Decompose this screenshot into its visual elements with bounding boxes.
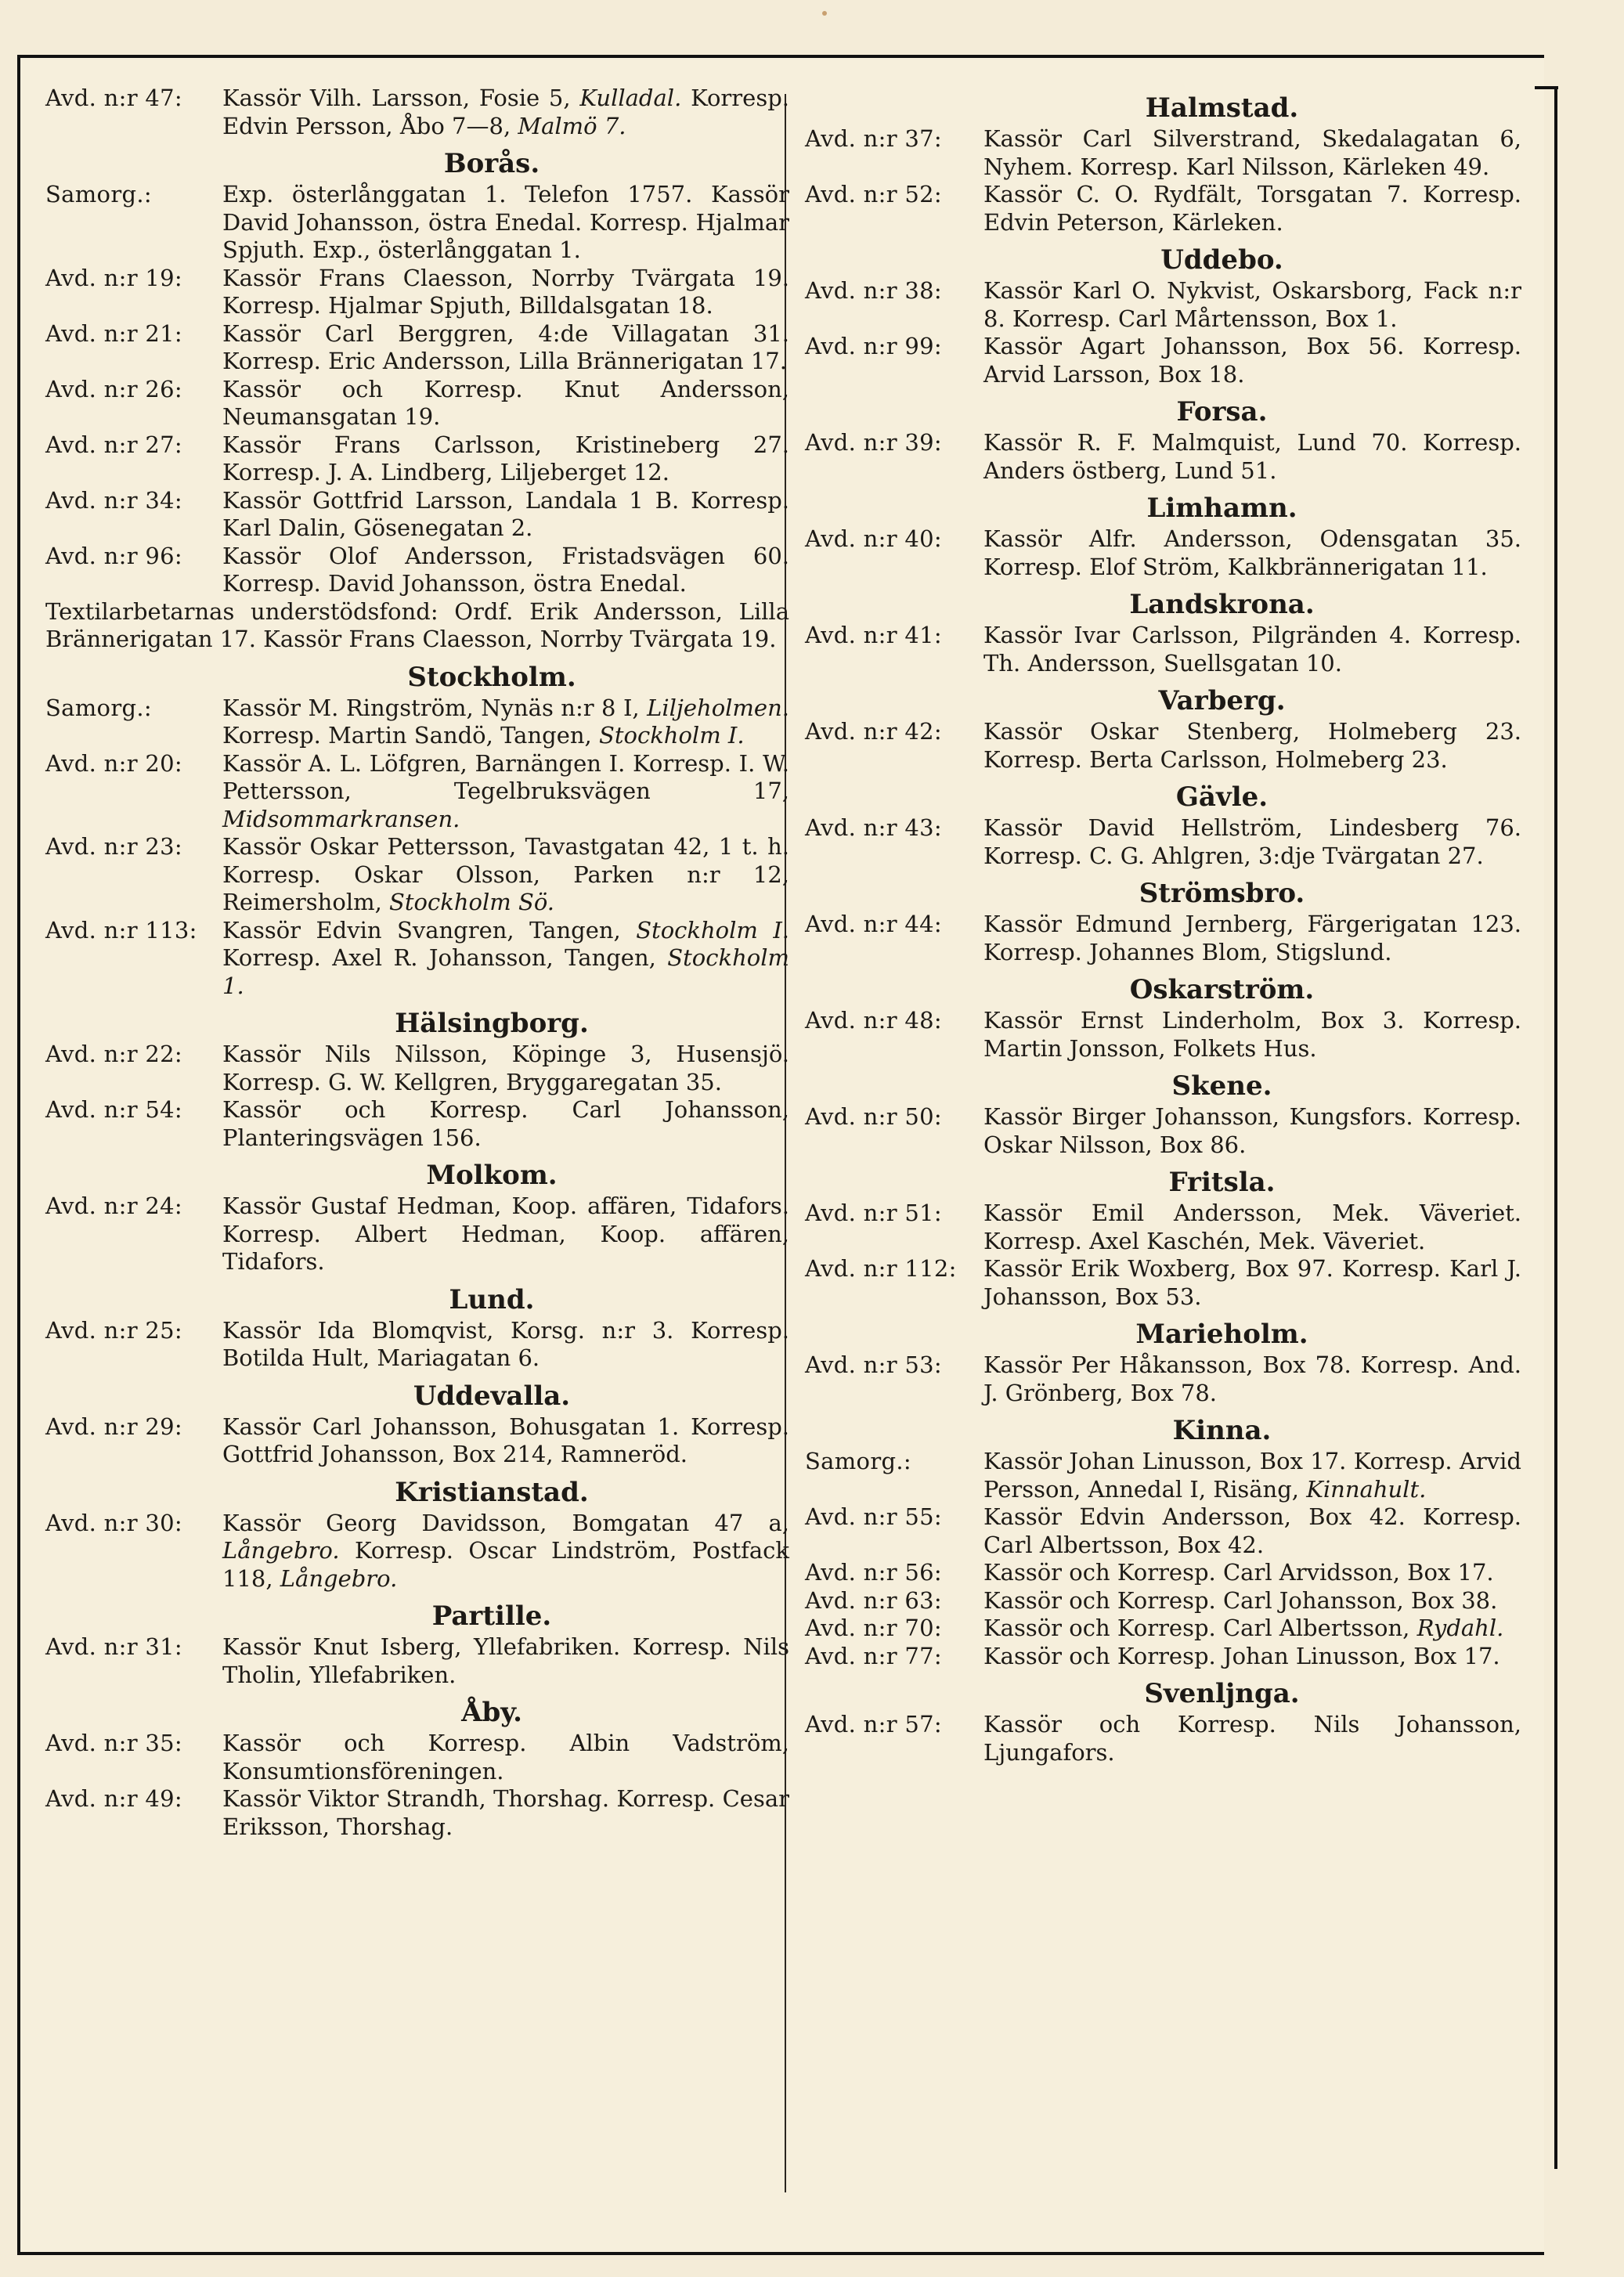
contact-text: Kassör Carl Silverstrand, Skedalagatan 6, Nyhem. Korresp. Karl Nilsson, Kärleken 49. bbox=[983, 125, 1521, 180]
branch-contacts bbox=[983, 1007, 1521, 1063]
branch-number: Avd. n:r 54: bbox=[45, 1096, 182, 1123]
branch-entry bbox=[805, 1103, 1521, 1159]
place-name: Långebro. bbox=[222, 1537, 340, 1564]
branch-entry bbox=[45, 320, 789, 376]
branch-contacts bbox=[222, 181, 789, 265]
contact-text: Kassör och Korresp. Carl Arvidsson, Box 17. bbox=[983, 1559, 1494, 1586]
branch-entry bbox=[805, 1503, 1521, 1559]
branch-contacts bbox=[222, 320, 789, 376]
branch-entry bbox=[45, 1096, 789, 1152]
contact-text: Kassör Oskar Stenberg, Holmeberg 23. Korresp. Berta Carlsson, Holmeberg 23. bbox=[983, 718, 1521, 773]
branch-entry bbox=[805, 1643, 1521, 1671]
branch-number: Avd. n:r 55: bbox=[805, 1503, 942, 1530]
branch-contacts bbox=[983, 1587, 1521, 1615]
branch-contacts bbox=[983, 1255, 1521, 1311]
branch-entry bbox=[805, 181, 1521, 236]
branch-number: Avd. n:r 23: bbox=[45, 833, 182, 860]
branch-entry bbox=[805, 125, 1521, 181]
branch-contacts bbox=[983, 814, 1521, 870]
branch-number: Avd. n:r 25: bbox=[45, 1316, 182, 1344]
branch-number: Avd. n:r 41: bbox=[805, 622, 942, 648]
branch-contacts bbox=[983, 1351, 1521, 1407]
section-heading: Limhamn. bbox=[1146, 493, 1297, 524]
branch-number: Avd. n:r 112: bbox=[805, 1255, 957, 1282]
branch-number: Avd. n:r 27: bbox=[45, 431, 182, 458]
branch-contacts bbox=[222, 833, 789, 917]
branch-entry bbox=[805, 429, 1521, 485]
contact-text: Kassör Frans Carlsson, Kristineberg 27. Korresp. J. A. Lindberg, Liljeberget 12. bbox=[222, 431, 789, 485]
contact-text: Kassör Knut Isberg, Yllefabriken. Korresp. Nils Tholin, Yllefabriken. bbox=[222, 1633, 789, 1688]
branch-entry bbox=[45, 695, 789, 750]
contact-text: Kassör och Korresp. Carl Johansson, Planteringsvägen 156. bbox=[222, 1096, 789, 1151]
left-column bbox=[45, 85, 789, 1841]
branch-contacts bbox=[222, 1730, 789, 1785]
contact-text: Kassör Carl Johansson, Bohusgatan 1. Korresp. Gottfrid Johansson, Box 214, Ramneröd. bbox=[222, 1413, 789, 1467]
contact-text: Kassör David Hellström, Lindesberg 76. Korresp. C. G. Ahlgren, 3:dje Tvärgatan 27. bbox=[983, 814, 1521, 869]
branch-contacts bbox=[222, 1193, 789, 1276]
branch-number: Avd. n:r 48: bbox=[805, 1007, 942, 1034]
contact-text: Kassör A. L. Löfgren, Barnängen I. Korresp. I. W. Pettersson, Tegelbruksvägen 17, bbox=[222, 749, 789, 804]
place-name: Kulladal. bbox=[579, 85, 682, 111]
branch-contacts bbox=[222, 1096, 789, 1152]
contact-text: Kassör och Korresp. Johan Linusson, Box 17. bbox=[983, 1642, 1500, 1669]
branch-number: Avd. n:r 53: bbox=[805, 1351, 942, 1378]
contact-text: Kassör M. Ringström, Nynäs n:r 8 I, bbox=[222, 694, 648, 721]
branch-contacts bbox=[983, 1615, 1521, 1643]
contact-text: Kassör Erik Woxberg, Box 97. Korresp. Karl J. Johansson, Box 53. bbox=[983, 1255, 1521, 1310]
branch-contacts bbox=[222, 1785, 789, 1841]
place-name: Midsommarkransen. bbox=[222, 805, 460, 832]
branch-entry bbox=[45, 543, 789, 598]
branch-entry bbox=[805, 1711, 1521, 1766]
branch-contacts bbox=[983, 1559, 1521, 1587]
branch-number: Avd. n:r 47: bbox=[45, 85, 182, 111]
section-heading: Marieholm. bbox=[1135, 1319, 1308, 1350]
branch-number: Avd. n:r 31: bbox=[45, 1633, 182, 1660]
branch-entry bbox=[805, 622, 1521, 677]
contact-text: Kassör Karl O. Nykvist, Oskarsborg, Fack n:r 8. Korresp. Carl Mårtensson, Box 1. bbox=[983, 277, 1521, 332]
contact-text: Kassör Ernst Linderholm, Box 3. Korresp. Martin Jonsson, Folkets Hus. bbox=[983, 1007, 1521, 1062]
branch-contacts bbox=[222, 1317, 789, 1373]
branch-number: Avd. n:r 42: bbox=[805, 718, 942, 745]
branch-contacts bbox=[983, 1503, 1521, 1559]
contact-text: Kassör och Korresp. Knut Andersson, Neumansgatan 19. bbox=[222, 375, 789, 430]
branch-contacts bbox=[983, 277, 1521, 333]
branch-contacts bbox=[983, 1200, 1521, 1255]
branch-contacts bbox=[983, 1643, 1521, 1671]
contact-text: Kassör Gottfrid Larsson, Landala 1 B. Korresp. Karl Dalin, Gösenegatan 2. bbox=[222, 486, 789, 541]
section-heading: Partille. bbox=[431, 1600, 552, 1632]
branch-entry bbox=[45, 1730, 789, 1785]
branch-entry bbox=[45, 487, 789, 543]
section-heading: Varberg. bbox=[1158, 685, 1286, 716]
branch-contacts bbox=[983, 333, 1521, 388]
contact-text: Kassör och Korresp. Carl Johansson, Box 38. bbox=[983, 1586, 1498, 1614]
section-heading: Halmstad. bbox=[1145, 92, 1299, 124]
branch-contacts bbox=[983, 429, 1521, 485]
branch-number: Avd. n:r 57: bbox=[805, 1711, 942, 1738]
right-column bbox=[805, 85, 1521, 1766]
branch-entry bbox=[805, 718, 1521, 774]
branch-contacts bbox=[222, 750, 789, 834]
section-heading: Skene. bbox=[1171, 1070, 1272, 1102]
branch-number: Avd. n:r 34: bbox=[45, 486, 182, 514]
branch-contacts bbox=[222, 487, 789, 543]
branch-contacts bbox=[983, 1448, 1521, 1503]
contact-text: Kassör Alfr. Andersson, Odensgatan 35. Korresp. Elof Ström, Kalkbrännerigatan 11. bbox=[983, 525, 1521, 580]
branch-contacts bbox=[983, 181, 1521, 236]
section-heading: Kristianstad. bbox=[395, 1476, 589, 1508]
branch-number: Avd. n:r 113: bbox=[45, 916, 197, 944]
branch-number: Avd. n:r 20: bbox=[45, 749, 182, 777]
section-heading: Forsa. bbox=[1176, 396, 1268, 428]
contact-text: Kassör Johan Linusson, Box 17. Korresp. Arvid Persson, Annedal I, Risäng, bbox=[983, 1448, 1521, 1503]
branch-number: Avd. n:r 21: bbox=[45, 319, 182, 347]
contact-text: Korresp. Edvin Persson, Åbo 7—8, bbox=[222, 85, 789, 139]
contact-text: Kassör R. F. Malmquist, Lund 70. Korresp. Anders östberg, Lund 51. bbox=[983, 429, 1521, 484]
contact-text: Exp. österlånggatan 1. Telefon 1757. Kassör David Johansson, östra Enedal. Korresp. Hjalmar Spjuth. Exp., österlånggatan 1. bbox=[222, 181, 789, 263]
place-name: Stockholm I. bbox=[636, 916, 789, 944]
branch-entry bbox=[45, 265, 789, 320]
section-heading: Lund. bbox=[449, 1283, 535, 1315]
branch-number: Avd. n:r 35: bbox=[45, 1730, 182, 1756]
branch-number: Avd. n:r 22: bbox=[45, 1041, 182, 1067]
branch-entry bbox=[45, 1413, 789, 1469]
branch-entry bbox=[45, 1317, 789, 1373]
print-speck bbox=[822, 11, 827, 16]
section-heading: Strömsbro. bbox=[1139, 878, 1305, 909]
contact-text: Kassör Georg Davidsson, Bomgatan 47 a, bbox=[222, 1509, 789, 1536]
section-heading: Fritsla. bbox=[1168, 1167, 1276, 1198]
branch-number: Avd. n:r 38: bbox=[805, 277, 942, 304]
branch-contacts bbox=[983, 1103, 1521, 1159]
branch-entry bbox=[805, 1007, 1521, 1063]
contact-text: Kassör C. O. Rydfält, Torsgatan 7. Korresp. Edvin Peterson, Kärleken. bbox=[983, 181, 1521, 236]
contact-text: Kassör Emil Andersson, Mek. Väveriet. Korresp. Axel Kaschén, Mek. Väveriet. bbox=[983, 1200, 1521, 1254]
place-name: Kinnahult. bbox=[1306, 1475, 1427, 1503]
branch-number: Samorg.: bbox=[805, 1448, 911, 1474]
branch-contacts bbox=[222, 543, 789, 598]
contact-text: Kassör och Korresp. Carl Albertsson, bbox=[983, 1615, 1417, 1641]
section-heading: Åby. bbox=[461, 1697, 522, 1728]
contact-text: Kassör Ida Blomqvist, Korsg. n:r 3. Korresp. Botilda Hult, Mariagatan 6. bbox=[222, 1316, 789, 1371]
branch-contacts bbox=[222, 376, 789, 431]
branch-entry bbox=[45, 431, 789, 487]
branch-entry bbox=[805, 1615, 1521, 1643]
section-heading: Borås. bbox=[443, 148, 540, 179]
section-heading: Gävle. bbox=[1175, 781, 1269, 813]
section-heading: Svenljnga. bbox=[1144, 1678, 1300, 1709]
contact-text: Kassör Edvin Svangren, Tangen, bbox=[222, 916, 637, 944]
branch-number: Avd. n:r 56: bbox=[805, 1559, 942, 1586]
branch-number: Avd. n:r 44: bbox=[805, 911, 942, 937]
section-heading: Kinna. bbox=[1172, 1415, 1272, 1446]
branch-entry bbox=[805, 525, 1521, 581]
branch-contacts bbox=[222, 265, 789, 320]
contact-text: Kassör Edmund Jernberg, Färgerigatan 123. Korresp. Johannes Blom, Stigslund. bbox=[983, 911, 1521, 965]
branch-entry bbox=[805, 1587, 1521, 1615]
branch-number: Avd. n:r 70: bbox=[805, 1615, 942, 1641]
contact-text: Kassör Agart Johansson, Box 56. Korresp. Arvid Larsson, Box 18. bbox=[983, 333, 1521, 388]
section-heading: Stockholm. bbox=[407, 661, 576, 693]
branch-contacts bbox=[222, 695, 789, 750]
right-border-rule bbox=[1554, 86, 1557, 2169]
branch-number: Avd. n:r 77: bbox=[805, 1642, 942, 1669]
branch-entry bbox=[805, 333, 1521, 388]
place-name: Stockholm 1. bbox=[222, 944, 789, 999]
branch-number: Avd. n:r 29: bbox=[45, 1413, 182, 1440]
contact-text: Korresp. Oscar Lindström, Postfack 118, bbox=[222, 1537, 789, 1592]
section-heading: Hälsingborg. bbox=[395, 1008, 589, 1039]
place-name: Malmö 7. bbox=[518, 112, 626, 139]
place-name: Liljeholmen. bbox=[647, 694, 789, 721]
branch-number: Avd. n:r 49: bbox=[45, 1785, 182, 1812]
branch-number: Avd. n:r 51: bbox=[805, 1200, 942, 1226]
place-name: Rydahl. bbox=[1416, 1615, 1504, 1641]
branch-contacts bbox=[222, 917, 789, 1001]
branch-entry bbox=[45, 181, 789, 265]
branch-entry bbox=[805, 1255, 1521, 1311]
branch-entry bbox=[805, 911, 1521, 966]
contact-text: Kassör Carl Berggren, 4:de Villagatan 31. Korresp. Eric Andersson, Lilla Brännerigatan 17. bbox=[222, 319, 789, 374]
branch-contacts bbox=[222, 1041, 789, 1096]
branch-entry bbox=[805, 1351, 1521, 1407]
place-name: Långebro. bbox=[280, 1564, 398, 1592]
branch-number: Avd. n:r 30: bbox=[45, 1509, 182, 1536]
branch-entry bbox=[45, 917, 789, 1001]
contact-text: Kassör Per Håkansson, Box 78. Korresp. And. J. Grönberg, Box 78. bbox=[983, 1351, 1521, 1406]
contact-text: Kassör och Korresp. Albin Vadström, Konsumtionsföreningen. bbox=[222, 1730, 789, 1784]
branch-number: Avd. n:r 40: bbox=[805, 525, 942, 552]
branch-entry bbox=[45, 85, 789, 140]
branch-number: Avd. n:r 50: bbox=[805, 1103, 942, 1130]
branch-number: Avd. n:r 96: bbox=[45, 542, 182, 569]
branch-entry bbox=[805, 1448, 1521, 1503]
section-heading: Molkom. bbox=[426, 1160, 558, 1191]
section-heading: Landskrona. bbox=[1129, 589, 1315, 620]
top-right-rule bbox=[1535, 86, 1558, 89]
section-heading: Oskarström. bbox=[1129, 974, 1315, 1005]
branch-contacts bbox=[222, 1633, 789, 1689]
branch-number: Avd. n:r 19: bbox=[45, 264, 182, 291]
contact-text: Kassör Edvin Andersson, Box 42. Korresp. Carl Albertsson, Box 42. bbox=[983, 1503, 1521, 1558]
branch-contacts bbox=[983, 718, 1521, 774]
section-heading: Uddevalla. bbox=[413, 1380, 571, 1412]
branch-entry bbox=[45, 1510, 789, 1593]
contact-text: Kassör Oskar Pettersson, Tavastgatan 42, 1 t. h. Korresp. Oskar Olsson, Parken n:r 12, Reimersholm, bbox=[222, 833, 789, 915]
branch-entry bbox=[45, 1041, 789, 1096]
branch-contacts bbox=[222, 1510, 789, 1593]
branch-entry bbox=[45, 1633, 789, 1689]
branch-entry bbox=[805, 814, 1521, 870]
branch-entry bbox=[45, 1193, 789, 1276]
contact-text: Kassör Frans Claesson, Norrby Tvärgata 19. Korresp. Hjalmar Spjuth, Billdalsgatan 18. bbox=[222, 264, 789, 319]
contact-text: Kassör Gustaf Hedman, Koop. affären, Tidafors. Korresp. Albert Hedman, Koop. affären, Tidafors. bbox=[222, 1193, 789, 1275]
contact-text: Kassör Viktor Strandh, Thorshag. Korresp. Cesar Eriksson, Thorshag. bbox=[222, 1785, 789, 1840]
branch-number: Samorg.: bbox=[45, 694, 152, 721]
branch-entry bbox=[45, 833, 789, 917]
branch-number: Samorg.: bbox=[45, 181, 152, 207]
contact-text: Korresp. Martin Sandö, Tangen, bbox=[222, 722, 599, 749]
branch-number: Avd. n:r 37: bbox=[805, 125, 942, 152]
contact-text: Kassör och Korresp. Nils Johansson, Ljungafors. bbox=[983, 1711, 1521, 1766]
branch-entry bbox=[805, 1200, 1521, 1255]
contact-text: Kassör Nils Nilsson, Köpinge 3, Husensjö. Korresp. G. W. Kellgren, Bryggaregatan 35. bbox=[222, 1041, 789, 1095]
branch-entry bbox=[805, 1559, 1521, 1587]
branch-number: Avd. n:r 43: bbox=[805, 814, 942, 841]
place-name: Stockholm I. bbox=[598, 722, 745, 749]
branch-contacts bbox=[983, 911, 1521, 966]
branch-entry bbox=[45, 1785, 789, 1841]
fund-entry: Textilarbetarnas understödsfond: Ordf. Erik Andersson, Lilla Brännerigatan 17. Kassör Frans Claesson, Norrby Tvärgata 19. bbox=[45, 597, 789, 652]
branch-contacts bbox=[983, 125, 1521, 181]
place-name: Stockholm Sö. bbox=[389, 889, 554, 915]
branch-contacts bbox=[983, 525, 1521, 581]
branch-entry bbox=[45, 750, 789, 834]
contact-text: Kassör Ivar Carlsson, Pilgränden 4. Korresp. Th. Andersson, Suellsgatan 10. bbox=[983, 622, 1521, 677]
contact-text: Korresp. Axel R. Johansson, Tangen, bbox=[222, 944, 668, 971]
branch-contacts bbox=[222, 85, 789, 140]
contact-text: Kassör Birger Johansson, Kungsfors. Korresp. Oskar Nilsson, Box 86. bbox=[983, 1103, 1521, 1158]
branch-contacts bbox=[222, 431, 789, 487]
branch-entry bbox=[45, 376, 789, 431]
branch-number: Avd. n:r 39: bbox=[805, 429, 942, 456]
contact-text: Kassör Olof Andersson, Fristadsvägen 60. Korresp. David Johansson, östra Enedal. bbox=[222, 542, 789, 597]
branch-contacts bbox=[222, 1413, 789, 1469]
branch-entry bbox=[805, 277, 1521, 333]
section-heading: Uddebo. bbox=[1160, 244, 1283, 276]
branch-contacts bbox=[983, 1711, 1521, 1766]
branch-number: Avd. n:r 99: bbox=[805, 333, 942, 359]
branch-number: Avd. n:r 24: bbox=[45, 1193, 182, 1219]
branch-number: Avd. n:r 52: bbox=[805, 181, 942, 207]
branch-number: Avd. n:r 63: bbox=[805, 1586, 942, 1614]
contact-text: Kassör Vilh. Larsson, Fosie 5, bbox=[222, 85, 580, 111]
branch-number: Avd. n:r 26: bbox=[45, 375, 182, 402]
branch-contacts bbox=[983, 622, 1521, 677]
